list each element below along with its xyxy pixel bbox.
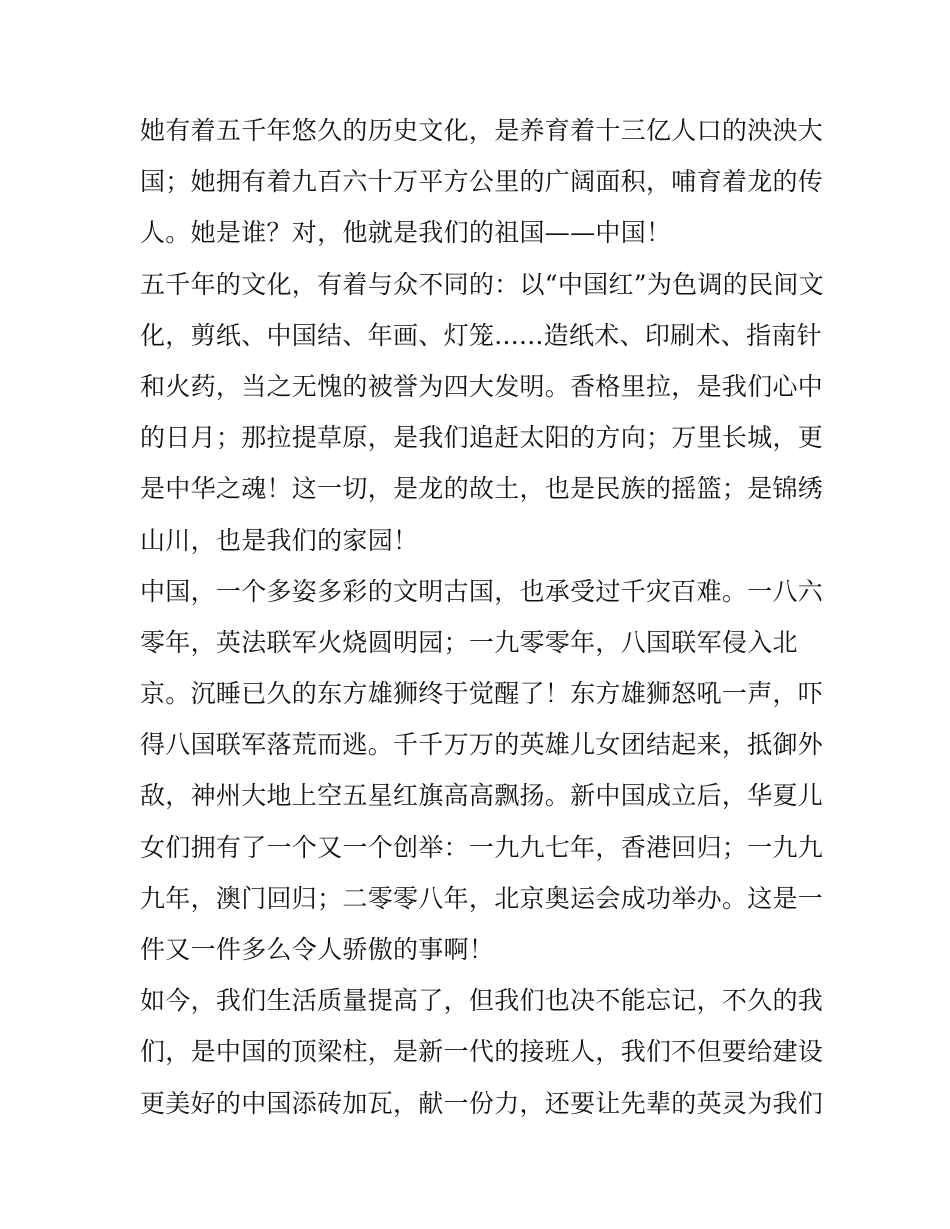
paragraph-line: 山川，也是我们的家园！	[140, 525, 419, 555]
paragraph-2	[140, 259, 824, 566]
paragraph-line: 京。沉睡已久的东方雄狮终于觉醒了！东方雄狮怒吼一声，吓	[140, 679, 824, 709]
paragraph-line: 她有着五千年悠久的历史文化，是养育着十三亿人口的泱泱大	[140, 116, 824, 145]
paragraph-1	[140, 105, 824, 259]
document-body	[140, 105, 824, 1129]
paragraph-line: 是中华之魂！这一切，是龙的故土，也是民族的摇篮；是锦绣	[140, 474, 824, 504]
paragraph-line: 国；她拥有着九百六十万平方公里的广阔面积，哺育着龙的传	[140, 167, 824, 197]
paragraph-line: 件又一件多么令人骄傲的事啊！	[140, 935, 495, 964]
paragraph-line: 的日月；那拉提草原，是我们追赶太阳的方向；万里长城，更	[140, 423, 824, 453]
paragraph-4	[140, 975, 824, 1129]
paragraph-line: 如今，我们生活质量提高了，但我们也决不能忘记，不久的我	[140, 986, 824, 1016]
paragraph-line: 九年，澳门回归；二零零八年，北京奥运会成功举办。这是一	[140, 883, 824, 913]
paragraph-line: 中国，一个多姿多彩的文明古国，也承受过千灾百难。一八六	[140, 576, 824, 606]
paragraph-line: 敌，神州大地上空五星红旗高高飘扬。新中国成立后，华夏儿	[140, 781, 824, 811]
paragraph-line: 女们拥有了一个又一个创举：一九九七年，香港回归；一九九	[140, 832, 824, 862]
paragraph-line: 得八国联军落荒而逃。千千万万的英雄儿女团结起来，抵御外	[140, 730, 824, 760]
paragraph-line: 更美好的中国添砖加瓦，献一份力，还要让先辈的英灵为我们	[140, 1088, 824, 1118]
paragraph-line: 人。她是谁？对，他就是我们的祖国——中国！	[140, 218, 672, 248]
paragraph-line: 们，是中国的顶梁柱，是新一代的接班人，我们不但要给建设	[140, 1037, 824, 1067]
paragraph-3	[140, 566, 824, 976]
paragraph-line: 零年，英法联军火烧圆明园；一九零零年，八国联军侵入北	[140, 627, 798, 657]
paragraph-line: 和火药，当之无愧的被誉为四大发明。香格里拉，是我们心中	[140, 371, 824, 401]
paragraph-line: 五千年的文化，有着与众不同的：以“中国红”为色调的民间文	[140, 269, 824, 299]
paragraph-line: 化，剪纸、中国结、年画、灯笼......造纸术、印刷术、指南针	[140, 320, 822, 350]
